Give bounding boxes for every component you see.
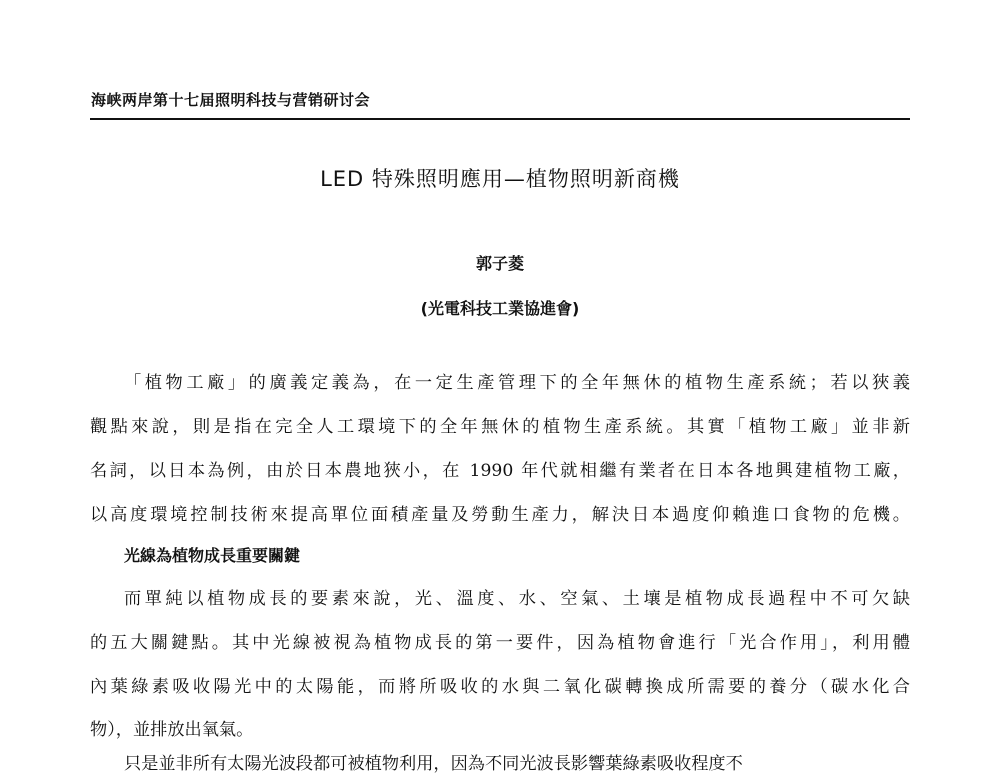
paragraph-1-line-1: 「植物工廠」的廣義定義為，在一定生產管理下的全年無休的植物生產系統；若以狹義 [124,373,910,393]
paragraph-2-line-2: 的五大關鍵點。其中光線被視為植物成長的第一要件，因為植物會進行「光合作用」，利用體 [90,633,910,653]
author-affiliation: (光電科技工業協進會) [420,299,580,318]
header-divider [90,118,910,120]
paragraph-1-line-2: 觀點來說，則是指在完全人工環境下的全年無休的植物生產系統。其實「植物工廠」並非新 [90,417,910,437]
paragraph-2-line-4: 物），並排放出氧氣。 [90,720,254,740]
paragraph-2-line-3: 內葉綠素吸收陽光中的太陽能，而將所吸收的水與二氧化碳轉換成所需要的養分（碳水化合 [90,677,910,697]
running-header: 海峡两岸第十七届照明科技与营销研讨会 [91,91,371,109]
paper-title: LED 特殊照明應用—植物照明新商機 [320,167,680,191]
paragraph-2-line-1: 而單純以植物成長的要素來說，光、溫度、水、空氣、土壤是植物成長過程中不可欠缺 [124,589,910,609]
paragraph-1-line-3: 名詞，以日本為例，由於日本農地狹小，在 1990 年代就相繼有業者在日本各地興建植物工廠， [90,461,910,481]
paragraph-3-line-1: 只是並非所有太陽光波段都可被植物利用，因為不同光波長影響葉綠素吸收程度不 [124,754,743,774]
section-subheading: 光線為植物成長重要關鍵 [124,546,301,565]
author-name: 郭子菱 [475,254,524,273]
paragraph-1-line-4: 以高度環境控制技術來提高單位面積產量及勞動生產力，解決日本過度仰賴進口食物的危機。 [90,505,910,525]
